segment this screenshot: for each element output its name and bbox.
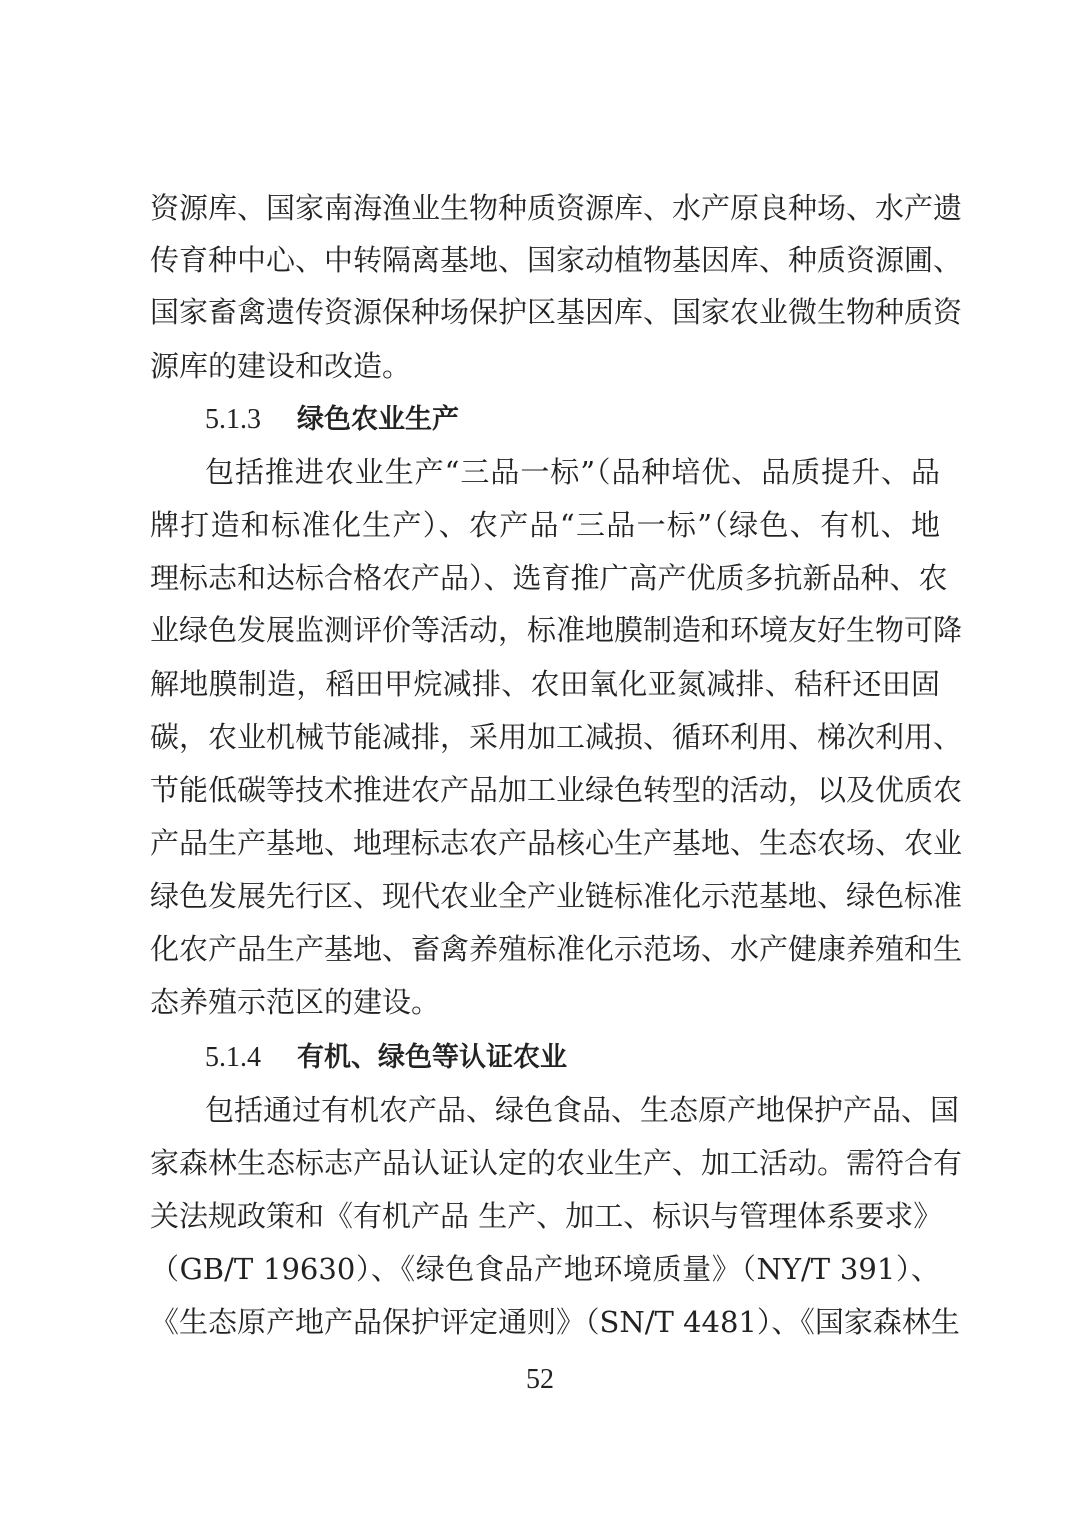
paragraph-line: 《生态原产地产品保护评定通则》（SN/T 4481）、《国家森林生 [150,1305,960,1339]
paragraph-line: 解地膜制造，稻田甲烷减排、农田氧化亚氮减排、秸秆还田固 [150,667,940,701]
section-number: 5.1.4 [205,1042,261,1073]
section-heading-5-1-3 [205,398,459,440]
paragraph-line: 牌打造和标准化生产）、农产品“三品一标”（绿色、有机、地 [150,508,940,542]
paragraph-line: 家森林生态标志产品认证认定的农业生产、加工活动。需符合有 [150,1146,963,1180]
paragraph-line: 碳，农业机械节能减排，采用加工减损、循环利用、梯次利用、 [150,720,963,754]
paragraph-line: （GB/T 19630）、《绿色食品产地环境质量》（NY/T 391）、 [150,1252,940,1286]
paragraph-line: 国家畜禽遗传资源保种场保护区基因库、国家农业微生物种质资 [150,295,963,329]
paragraph-line: 节能低碳等技术推进农产品加工业绿色转型的活动，以及优质农 [150,773,963,807]
paragraph-line: 资源库、国家南海渔业生物种质资源库、水产原良种场、水产遗 [150,191,963,225]
section-number: 5.1.3 [205,404,261,435]
paragraph-line: 包括通过有机农产品、绿色食品、生态原产地保护产品、国 [205,1093,960,1127]
paragraph-line: 传育种中心、中转隔离基地、国家动植物基因库、种质资源圃、 [150,243,963,277]
paragraph-line: 化农产品生产基地、畜禽养殖标准化示范场、水产健康养殖和生 [150,932,963,966]
paragraph-line: 态养殖示范区的建设。 [150,985,441,1019]
paragraph-line: 关法规政策和《有机产品 生产、加工、标识与管理体系要求》 [150,1199,943,1233]
paragraph-line: 源库的建设和改造。 [150,349,412,383]
section-title: 有机、绿色等认证农业 [297,1042,567,1073]
paragraph-line: 产品生产基地、地理标志农产品核心生产基地、生态农场、农业 [150,826,963,860]
section-title: 绿色农业生产 [297,404,459,435]
paragraph-line: 绿色发展先行区、现代农业全产业链标准化示范基地、绿色标准 [150,879,963,913]
paragraph-line: 包括推进农业生产“三品一标”（品种培优、品质提升、品 [205,455,940,489]
page-number: 52 [526,1364,554,1395]
paragraph-line: 理标志和达标合格农产品）、选育推广高产优质多抗新品种、农 [150,561,948,595]
section-heading-5-1-4 [205,1036,567,1078]
paragraph-line: 业绿色发展监测评价等活动，标准地膜制造和环境友好生物可降 [150,613,963,647]
